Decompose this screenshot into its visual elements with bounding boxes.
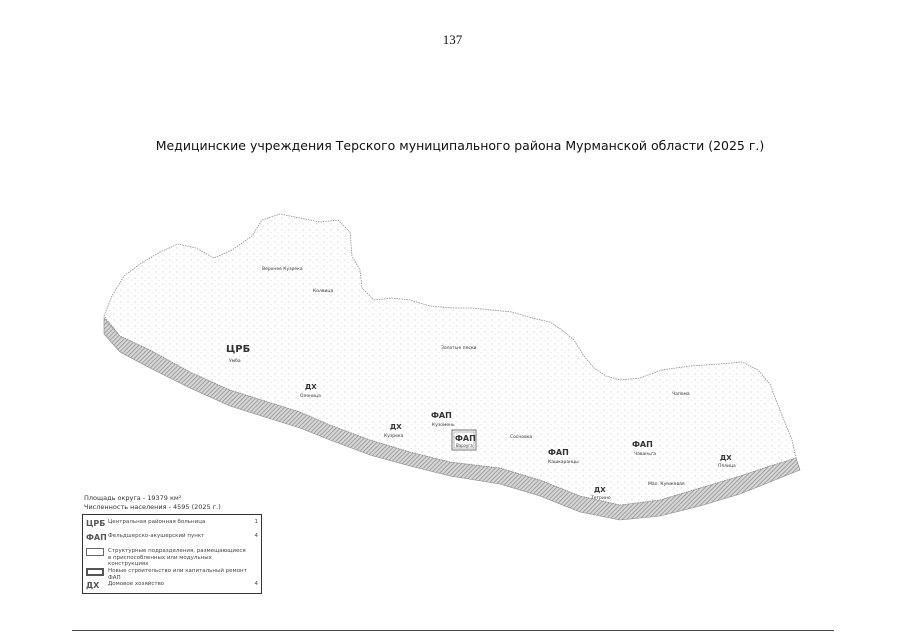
legend-symbol-dh: ДХ	[86, 581, 100, 590]
legend-box-double	[86, 568, 104, 576]
legend-count-fap: 4	[254, 533, 258, 539]
fap-varzuga-code: ФАП	[455, 434, 476, 443]
legend-text-crb: Центральная районная больница	[108, 519, 206, 525]
settlement-zolotyye: Золотые пески	[441, 346, 477, 351]
legend-box-plain	[86, 548, 104, 556]
legend-count-crb: 1	[254, 519, 258, 525]
bottom-rule	[72, 630, 834, 631]
dh-kuzreka-code: ДХ	[390, 423, 402, 431]
settlement-verkhneye: Верхнее Кузрека	[262, 267, 303, 272]
district-stats	[84, 494, 221, 512]
dh-tetrino-code: ДХ	[594, 486, 606, 494]
legend-text-new: Новые строительство или капитальный ремонт ФАП	[108, 568, 247, 581]
fap-kuzomen-code: ФАП	[431, 411, 452, 420]
settlement-kolvitsa: Колвица	[313, 289, 334, 294]
fap-varzuga-place: Варзуга	[456, 443, 473, 448]
facility-fap-kuzomen	[431, 411, 455, 428]
legend-row-dh	[86, 581, 258, 590]
settlement-chapoma: Чапома	[672, 392, 690, 397]
fap-chavanga-code: ФАП	[632, 440, 653, 449]
map-title: Медицинские учреждения Терского муниципального района Мурманской области (2025 г.)	[155, 138, 765, 153]
legend-text-fap: Фельдшерско-акушерский пункт	[108, 533, 205, 539]
legend-row-modular	[86, 548, 258, 568]
area-stat: Площадь округа - 19379 км²	[84, 494, 182, 502]
legend-symbol-fap: ФАП	[86, 533, 107, 542]
legend-row-crb	[86, 519, 258, 528]
dh-tetrino-place: Тетрино	[591, 496, 611, 501]
dh-pyalitsa-code: ДХ	[720, 454, 732, 462]
population-stat: Численность населения - 4595 (2025 г.)	[84, 503, 221, 511]
settlement-maly: Мал. Кумжевая	[648, 482, 685, 487]
dh-olenitsa-place: Оленица	[300, 394, 321, 399]
fap-kuzomen-place: Кузомень	[432, 423, 455, 428]
settlement-sosnovka: Сосновка	[510, 435, 533, 440]
fap-chavanga-place: Чаваньга	[634, 452, 656, 457]
facility-fap-chavanga	[632, 440, 656, 457]
legend-row-fap	[86, 533, 258, 542]
fap-kashkarantsy-place: Кашкаранцы	[548, 460, 579, 465]
map-legend	[82, 514, 262, 594]
fap-kashkarantsy-code: ФАП	[548, 448, 569, 457]
legend-symbol-crb: ЦРБ	[86, 519, 106, 528]
dh-olenitsa-code: ДХ	[305, 383, 317, 391]
legend-text-modular: Структурные подразделения, размещающиеся в приспособленных или модульных конструкциях	[108, 548, 246, 567]
legend-row-new	[86, 568, 258, 581]
crb-code: ЦРБ	[226, 344, 251, 355]
terskiy-district-territory	[104, 214, 796, 505]
legend-count-dh: 4	[254, 581, 258, 587]
crb-place: Умба	[229, 359, 241, 364]
legend-text-dh: Домовое хозяйство	[108, 581, 165, 587]
page-number: 137	[442, 32, 463, 47]
dh-kuzreka-place: Кузрека	[384, 434, 404, 439]
dh-pyalitsa-place: Пялица	[718, 464, 736, 469]
